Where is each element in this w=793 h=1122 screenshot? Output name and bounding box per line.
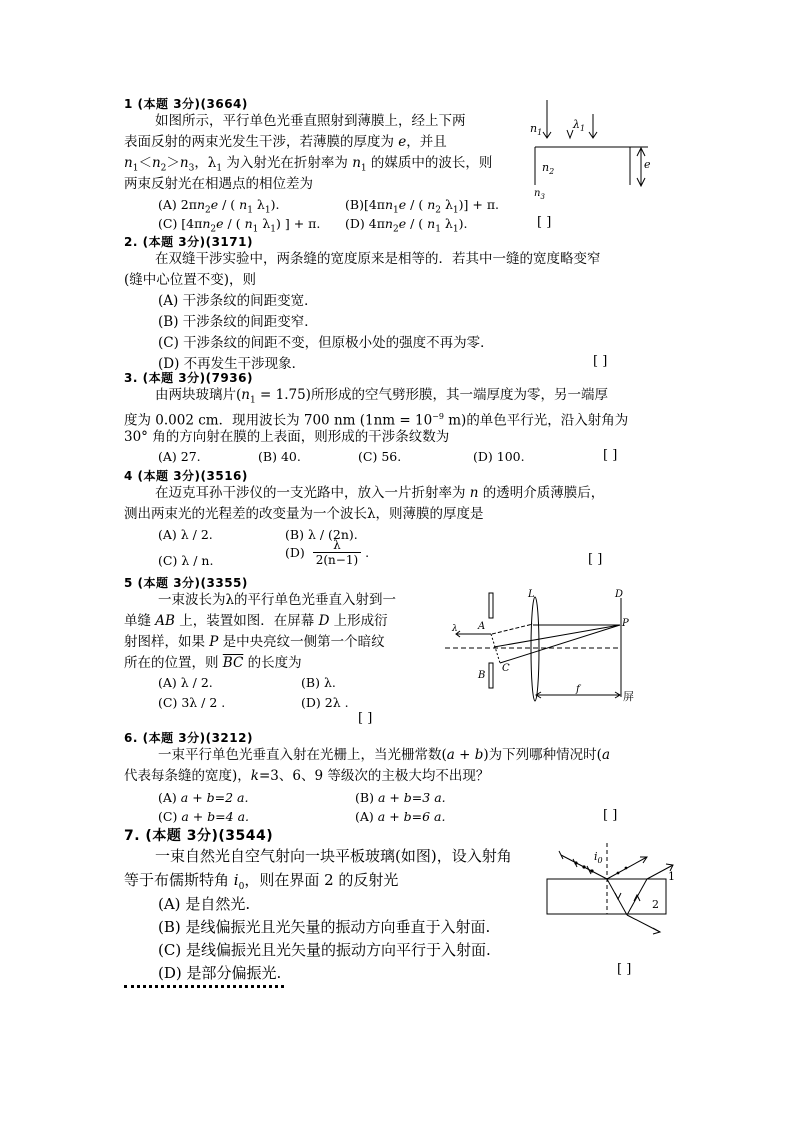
question-3-stem-line-2: 度为 0.002 cm．现用波长为 700 nm ($1nm = 10^{-9}$ m)的单色平行光，沿入射角为 <box>124 412 629 429</box>
svg-text:e: e <box>644 158 651 171</box>
question-5-stem-line-1: 一束波长为λ的平行单色光垂直入射到一 <box>158 592 397 608</box>
svg-text:B: B <box>478 670 486 681</box>
question-7-option-c: (C) 是线偏振光且光矢量的振动方向平行于入射面. <box>158 941 491 959</box>
question-6-option-c: (C) a + b=4 a. <box>158 809 250 824</box>
svg-text:D: D <box>615 589 624 600</box>
fraction: $\frac{\lambda}{2(n-1)}$ <box>313 538 361 567</box>
question-2-option-d: (D) 不再发生干涉现象． <box>158 356 306 372</box>
svg-text:f: f <box>576 684 580 695</box>
question-8-header-cutoff <box>124 985 284 989</box>
question-4-stem-line-1: 在迈克耳孙干涉仪的一支光路中，放入一片折射率为 n 的透明介质薄膜后， <box>155 485 605 501</box>
svg-text:n1: $n_1$ <box>530 122 543 137</box>
question-7-header: 7. (本题 3分)(3544) <box>124 828 274 844</box>
question-5-stem-line-3: 射图样，如果 P 是中央亮纹一侧第一个暗纹 <box>124 634 385 650</box>
question-5-option-b: (B) λ. <box>301 675 336 690</box>
question-5-slit-diffraction-diagram <box>440 585 660 710</box>
svg-text:C: C <box>502 663 510 674</box>
question-1-stem-line-1: 如图所示，平行单色光垂直照射到薄膜上，经上下两 <box>155 113 466 129</box>
question-7-option-a: (A) 是自然光. <box>158 895 251 913</box>
question-4-option-d: (D) $\frac{\lambda}{2(n-1)}$ . <box>285 538 370 567</box>
question-4-option-b: (B) λ / (2n). <box>285 527 358 542</box>
question-3-option-a: (A) 27. <box>158 449 201 464</box>
question-3-stem-line-1: 由两块玻璃片$(n_1 = 1.75)$所形成的空气劈形膜，其一端厚度为零，另一端厚 <box>155 387 608 406</box>
question-6-option-d: (A) a + b=6 a. <box>355 809 446 824</box>
question-7-option-d: (D) 是部分偏振光. <box>158 964 282 982</box>
question-1-header: 1 (本题 3分)(3664) <box>124 97 248 111</box>
question-2-option-a: (A) 干涉条纹的间距变宽． <box>158 293 318 309</box>
question-5-answer-bracket[interactable]: [ ] <box>358 711 373 726</box>
question-3-option-c: (C) 56. <box>358 449 402 464</box>
question-3-stem-line-3: 30° 角的方向射在膜的上表面，则形成的干涉条纹数为 <box>124 429 450 445</box>
svg-text:L: L <box>528 589 535 600</box>
question-5-option-c: (C) 3λ / 2 . <box>158 695 226 710</box>
question-1-option-a: (A) $2\pi n_2e$ / ( $n_1$ $\lambda_1$). <box>158 197 280 216</box>
question-6-header: 6. (本题 3分)(3212) <box>124 731 253 745</box>
question-5-option-a: (A) λ / 2. <box>158 675 213 690</box>
question-6-answer-bracket[interactable]: [ ] <box>603 808 618 823</box>
question-4-header: 4 (本题 3分)(3516) <box>124 469 248 483</box>
svg-text:1: 1 <box>668 870 675 883</box>
question-5-stem-line-4: 所在的位置，则 $\overline{BC}$ 的长度为 <box>124 655 302 671</box>
question-2-answer-bracket[interactable]: [ ] <box>593 354 608 369</box>
question-5-header: 5 (本题 3分)(3355) <box>124 576 248 590</box>
question-3-header: 3. (本题 3分)(7936) <box>124 371 253 385</box>
question-7-option-b: (B) 是线偏振光且光矢量的振动方向垂直于入射面. <box>158 918 491 936</box>
svg-text:n3: $n_3$ <box>534 188 545 201</box>
svg-text:屏: 屏 <box>623 690 634 703</box>
question-7-answer-bracket[interactable]: [ ] <box>617 962 632 977</box>
question-4-option-a: (A) λ / 2. <box>158 527 213 542</box>
question-1-stem-line-4: 两束反射光在相遇点的相位差为 <box>124 176 313 192</box>
svg-text:n2: $n_2$ <box>542 161 555 176</box>
svg-text:2: 2 <box>652 898 659 911</box>
svg-text:P: P <box>622 618 629 629</box>
question-1-option-d: (D) $4\pi n_2e$ / ( $n_1$ $\lambda_1$). <box>345 216 468 235</box>
question-1-stem-line-2: 表面反射的两束光发生干涉，若薄膜的厚度为 e，并且 <box>124 134 447 150</box>
question-2-option-c: (C) 干涉条纹的间距不变，但原极小处的强度不再为零． <box>158 335 494 351</box>
svg-text:λ1: $\lambda_1$ <box>573 118 586 133</box>
question-2-stem-line-1: 在双缝干涉实验中，两条缝的宽度原来是相等的．若其中一缝的宽度略变窄 <box>155 251 601 267</box>
question-3-answer-bracket[interactable]: [ ] <box>603 448 618 463</box>
question-4-answer-bracket[interactable]: [ ] <box>588 552 603 567</box>
question-3-option-d: (D) 100. <box>473 449 525 464</box>
question-1-answer-bracket[interactable]: [ ] <box>537 215 552 230</box>
question-4-option-c: (C) λ / n. <box>158 553 214 568</box>
svg-text:i0: $i_0$ <box>594 850 603 865</box>
question-6-option-a: (A) a + b=2 a. <box>158 790 249 805</box>
question-5-option-d: (D) 2λ . <box>301 695 349 710</box>
question-7-brewster-diagram <box>530 835 690 945</box>
question-1-option-c: (C) [$4\pi n_2e$ / ( $n_1$ $\lambda_1$) ] + π. <box>158 216 321 235</box>
question-2-header: 2. (本题 3分)(3171) <box>124 235 253 249</box>
question-1-film-diagram <box>520 100 660 200</box>
question-6-stem-line-1: 一束平行单色光垂直入射在光栅上，当光栅常数(a + b)为下列哪种情况时(a <box>158 747 611 763</box>
question-1-option-b: $(B)[4\pi n_1e$ / ( $n_2$ $\lambda_1)] + \pi$. <box>345 197 500 216</box>
question-6-option-b: (B) a + b=3 a. <box>355 790 446 805</box>
question-1-stem-line-3: $n_1<n_2>n_3$，$\lambda_1$ 为入射光在折射率为 $n_1$ 的媒质中的波长，则 <box>124 155 493 174</box>
question-4-stem-line-2: 测出两束光的光程差的改变量为一个波长λ，则薄膜的厚度是 <box>124 506 484 522</box>
question-2-stem-line-2: (缝中心位置不变)，则 <box>124 272 257 288</box>
question-3-option-b: (B) 40. <box>258 449 301 464</box>
question-5-stem-line-2: 单缝 AB 上，装置如图．在屏幕 D 上形成衍 <box>124 613 388 629</box>
svg-text:A: A <box>478 621 486 632</box>
question-7-stem-line-2: 等于布儒斯特角 $i_0$，则在界面 2 的反射光 <box>124 871 399 892</box>
question-2-option-b: (B) 干涉条纹的间距变窄． <box>158 314 318 330</box>
svg-text:λ: λ <box>452 624 458 634</box>
question-7-stem-line-1: 一束自然光自空气射向一块平板玻璃(如图)，设入射角 <box>155 847 512 865</box>
question-6-stem-line-2: 代表每条缝的宽度)，k=3、6、9 等级次的主极大均不出现？ <box>124 768 490 784</box>
